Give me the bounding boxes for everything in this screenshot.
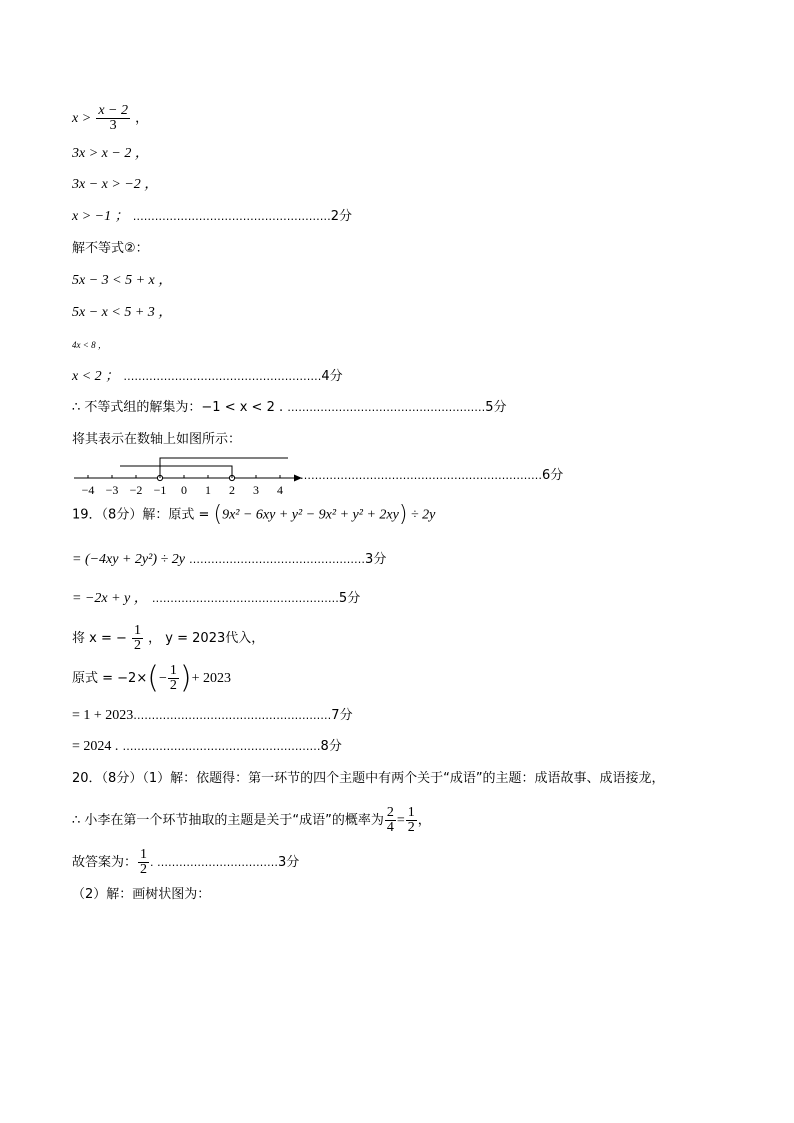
equals-sign: =: [396, 813, 405, 828]
punctuation: ，: [417, 813, 431, 828]
fraction: [406, 806, 417, 835]
score-label: 3分: [278, 855, 300, 870]
score-label: 5分: [338, 591, 361, 606]
math-expression: = (−4xy + 2y²) ÷ 2y: [72, 552, 185, 567]
fraction: [96, 104, 130, 133]
step-line-1: [72, 104, 148, 133]
score-label: 7分: [331, 708, 353, 723]
tick-label: 2: [229, 483, 235, 497]
math-expression: 9x² − 6xy + y² − 9x² + y² + 2xy: [222, 507, 399, 523]
leader-dots: . ……………………………: [150, 856, 279, 869]
tick-label: 0: [181, 483, 187, 497]
punctuation: ，: [135, 111, 149, 126]
tick-label: 4: [277, 483, 283, 497]
tick-label: −3: [105, 483, 119, 497]
fraction-numerator: 1: [140, 847, 148, 862]
leader-dots: …………………………………………………………: [300, 469, 542, 482]
fraction-denominator: 2: [140, 862, 148, 877]
solution-ray-less: [120, 466, 232, 475]
fraction-numerator: 2: [386, 805, 394, 820]
math-expression: 将 x = −: [72, 631, 127, 646]
q20-line-3: [72, 848, 299, 877]
step-line-3: 3x − x > −2 ，: [72, 177, 159, 192]
q19-line-7: [72, 738, 342, 756]
minus-sign: −: [158, 671, 167, 686]
step-heading: 解不等式②：: [72, 241, 149, 256]
math-expression: x < 2 ；: [72, 369, 120, 384]
fraction-denominator: 4: [386, 820, 394, 835]
fraction-numerator: x − 2: [98, 103, 128, 118]
q19-line-1: 19．（8分）解：原式 = (9x² − 6xy + y² − 9x² + y² + 2xy) ÷ 2y: [72, 502, 436, 527]
math-expression: x > −1 ；: [72, 209, 129, 224]
leader-dots: ………………………………………………: [122, 740, 321, 753]
tick-label: −4: [81, 483, 95, 497]
math-expression: = 2024 .: [72, 739, 119, 754]
step-line-2: 3x > x − 2 ，: [72, 146, 149, 161]
leader-dots: ………………………………………………: [133, 709, 332, 722]
math-expression: ÷ 2y: [407, 507, 436, 523]
math-expression: + 2023: [191, 671, 231, 686]
fraction: [385, 806, 396, 835]
q20-line-2: [72, 806, 431, 835]
fraction: [138, 848, 149, 877]
step-line-8: 4x < 8 ，: [72, 340, 107, 350]
q20-line-1: 20．（8分）（1）解：依题得：第一环节的四个主题中有两个关于“成语”的主题：成语故事、成语接龙，: [72, 771, 665, 786]
tick-label: −1: [153, 483, 167, 497]
leader-dots: ………………………………………………: [123, 370, 322, 383]
leader-dots: ……………………………………………: [151, 592, 339, 605]
fraction-numerator: 1: [169, 663, 177, 678]
math-expression: = 1 + 2023: [72, 708, 134, 723]
math-expression: = −2x + y ，: [72, 591, 148, 606]
q19-line-6: [72, 707, 353, 725]
tick-label: 3: [253, 483, 259, 497]
score-label: 5分: [485, 400, 507, 415]
score-label: 6分: [542, 468, 564, 483]
score-label: 4分: [321, 369, 343, 384]
q19-line-2: [72, 551, 386, 569]
step-line-6: 5x − 3 < 5 + x ，: [72, 273, 173, 288]
step-line-7: 5x − x < 5 + 3 ，: [72, 305, 173, 320]
tick-label: 1: [205, 483, 211, 497]
substitution-text: ， y = 2023代入，: [148, 631, 265, 646]
q19-line-3: [72, 590, 360, 608]
number-line-caption: 将其表示在数轴上如图所示：: [72, 432, 242, 447]
fraction-denominator: 2: [134, 638, 142, 653]
q19-line-4: [72, 624, 264, 653]
step-line-9: [72, 368, 343, 386]
answer-label: 故答案为：: [72, 855, 138, 870]
fraction-denominator: 2: [169, 678, 177, 693]
q19-heading: 19．（8分）解：原式 =: [72, 507, 214, 523]
solution-set-text: ∴ 不等式组的解集为：−1 < x < 2 .: [72, 400, 284, 415]
number-line-diagram: [70, 452, 310, 498]
leader-dots: ………………………………………………: [132, 210, 331, 223]
leader-dots: ………………………………………………: [287, 401, 486, 414]
q20-line-4: （2）解：画树状图为：: [72, 887, 211, 902]
probability-text: ∴ 小李在第一个环节抽取的主题是关于“成语”的概率为: [72, 813, 384, 828]
tick-label: −2: [129, 483, 143, 497]
fraction: [132, 624, 143, 653]
fraction-numerator: 1: [407, 805, 415, 820]
score-label: 2分: [330, 209, 353, 224]
math-expression: 原式 = −2×: [72, 671, 148, 686]
score-label: 8分: [320, 739, 342, 754]
step-line-4: [72, 208, 352, 226]
math-lhs: x >: [72, 111, 92, 126]
fraction-denominator: 3: [109, 118, 117, 133]
fraction-numerator: 1: [134, 623, 142, 638]
fraction-denominator: 2: [407, 820, 415, 835]
fraction: [168, 664, 179, 693]
q19-line-5: 原式 = −2×(− $\frac{1}{2}$ )+ 2023: [72, 660, 231, 696]
solution-set-line: [72, 399, 507, 417]
score-label: 3分: [365, 552, 387, 567]
leader-dots: …………………………………………: [189, 553, 366, 566]
number-line-score: [300, 467, 563, 485]
